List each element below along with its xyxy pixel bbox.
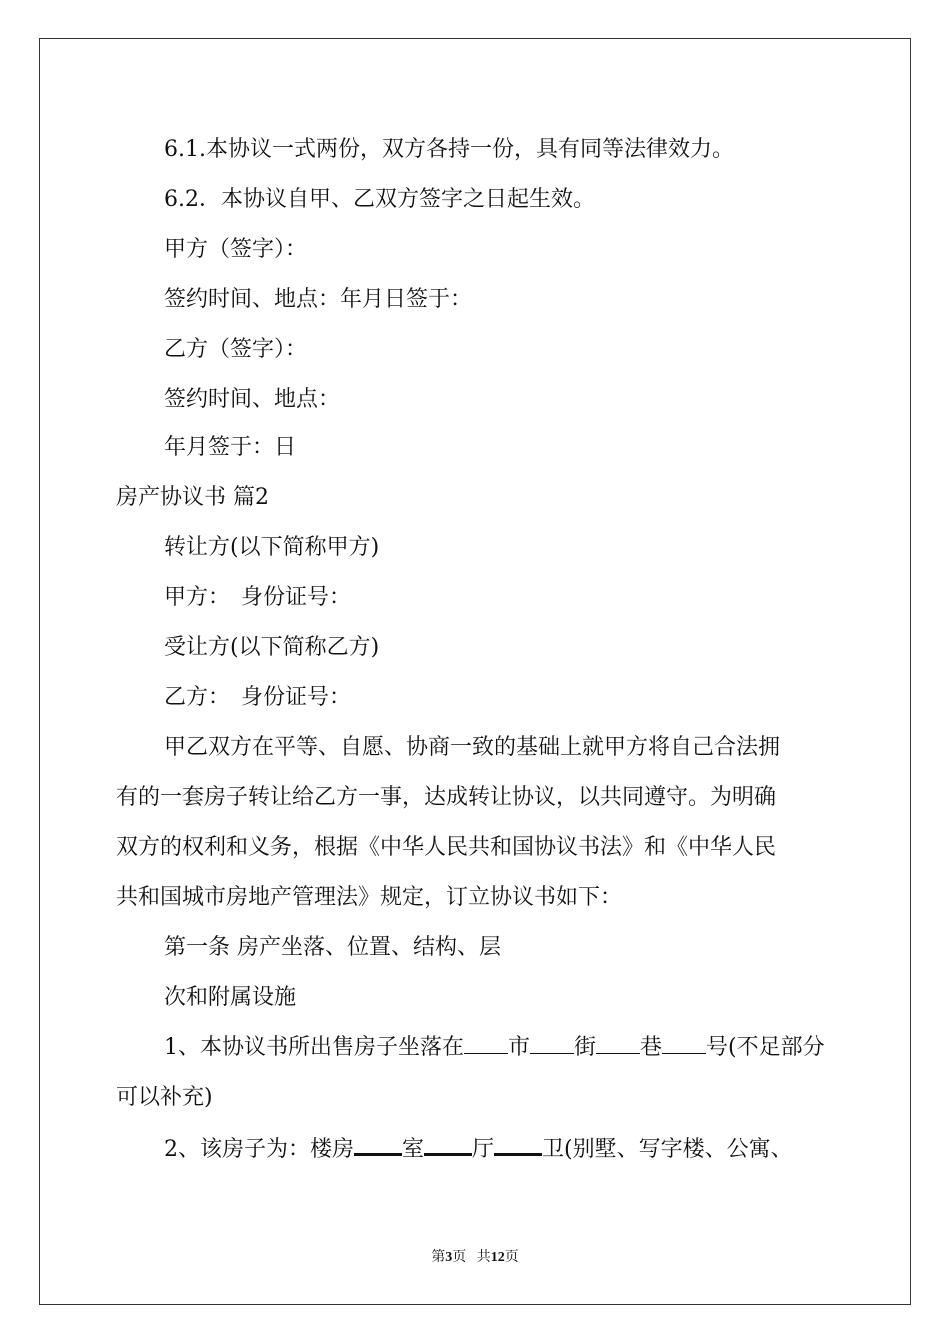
party-b-id-line: 乙方： 身份证号：	[164, 685, 352, 710]
page-border	[39, 38, 911, 1305]
section-heading: 房产协议书 篇2	[116, 485, 269, 510]
signing-time-place-a: 签约时间、地点：年月日签于：	[164, 287, 473, 312]
paragraph-line-1: 甲乙双方在平等、自愿、协商一致的基础上就甲方将自己合法拥	[164, 735, 781, 760]
item-1-prefix: 1、本协议书所出售房子坐落在	[164, 1035, 464, 1060]
bath-label: 卫(别墅、写字楼、公寓、	[542, 1137, 793, 1162]
city-label: 市	[508, 1035, 531, 1060]
signing-time-place-b: 签约时间、地点：	[164, 387, 341, 412]
paragraph-line-2: 有的一套房子转让给乙方一事，达成转让协议，以共同遵守。为明确	[116, 785, 777, 810]
hall-blank	[424, 1133, 472, 1156]
item-1-continuation: 可以补充)	[116, 1085, 213, 1110]
page-number: 3	[445, 1250, 453, 1265]
page-prefix: 第	[431, 1250, 446, 1265]
room-label: 室	[402, 1137, 425, 1162]
lane-blank	[596, 1033, 640, 1054]
signing-date: 年月签于：日	[164, 435, 297, 460]
total-pages: 12	[490, 1250, 505, 1265]
number-blank	[662, 1033, 706, 1054]
lane-label: 巷	[640, 1035, 663, 1060]
hall-label: 厅	[472, 1137, 495, 1162]
item-2-line	[164, 1133, 793, 1165]
street-blank	[530, 1033, 574, 1054]
room-blank	[354, 1133, 402, 1156]
item-1-line	[164, 1033, 825, 1063]
bath-blank	[494, 1133, 542, 1156]
total-prefix: 共	[476, 1250, 491, 1265]
city-blank	[464, 1033, 508, 1054]
page-footer	[0, 1246, 950, 1266]
article-one-title-cont: 次和附属设施	[164, 985, 297, 1010]
clause-6-2: 6.2．本协议自甲、乙双方签字之日起生效。	[164, 187, 595, 212]
transferee-line: 受让方(以下简称乙方)	[164, 635, 380, 660]
paragraph-line-4: 共和国城市房地产管理法》规定，订立协议书如下：	[116, 885, 623, 910]
page-suffix: 页	[452, 1250, 467, 1265]
paragraph-line-3: 双方的权利和义务，根据《中华人民共和国协议书法》和《中华人民	[116, 835, 777, 860]
clause-6-1: 6.1.本协议一式两份，双方各持一份，具有同等法律效力。	[164, 137, 734, 162]
item-2-prefix: 2、该房子为：楼房	[164, 1137, 354, 1162]
transferor-line: 转让方(以下简称甲方)	[164, 535, 380, 560]
total-suffix: 页	[504, 1250, 519, 1265]
number-label: 号(不足部分	[706, 1035, 825, 1060]
article-one-title: 第一条 房产坐落、位置、结构、层	[164, 935, 501, 960]
party-a-id-line: 甲方： 身份证号：	[164, 585, 352, 610]
party-a-signature: 甲方（签字）：	[164, 237, 308, 262]
party-b-signature: 乙方（签字）：	[164, 337, 308, 362]
street-label: 街	[574, 1035, 597, 1060]
